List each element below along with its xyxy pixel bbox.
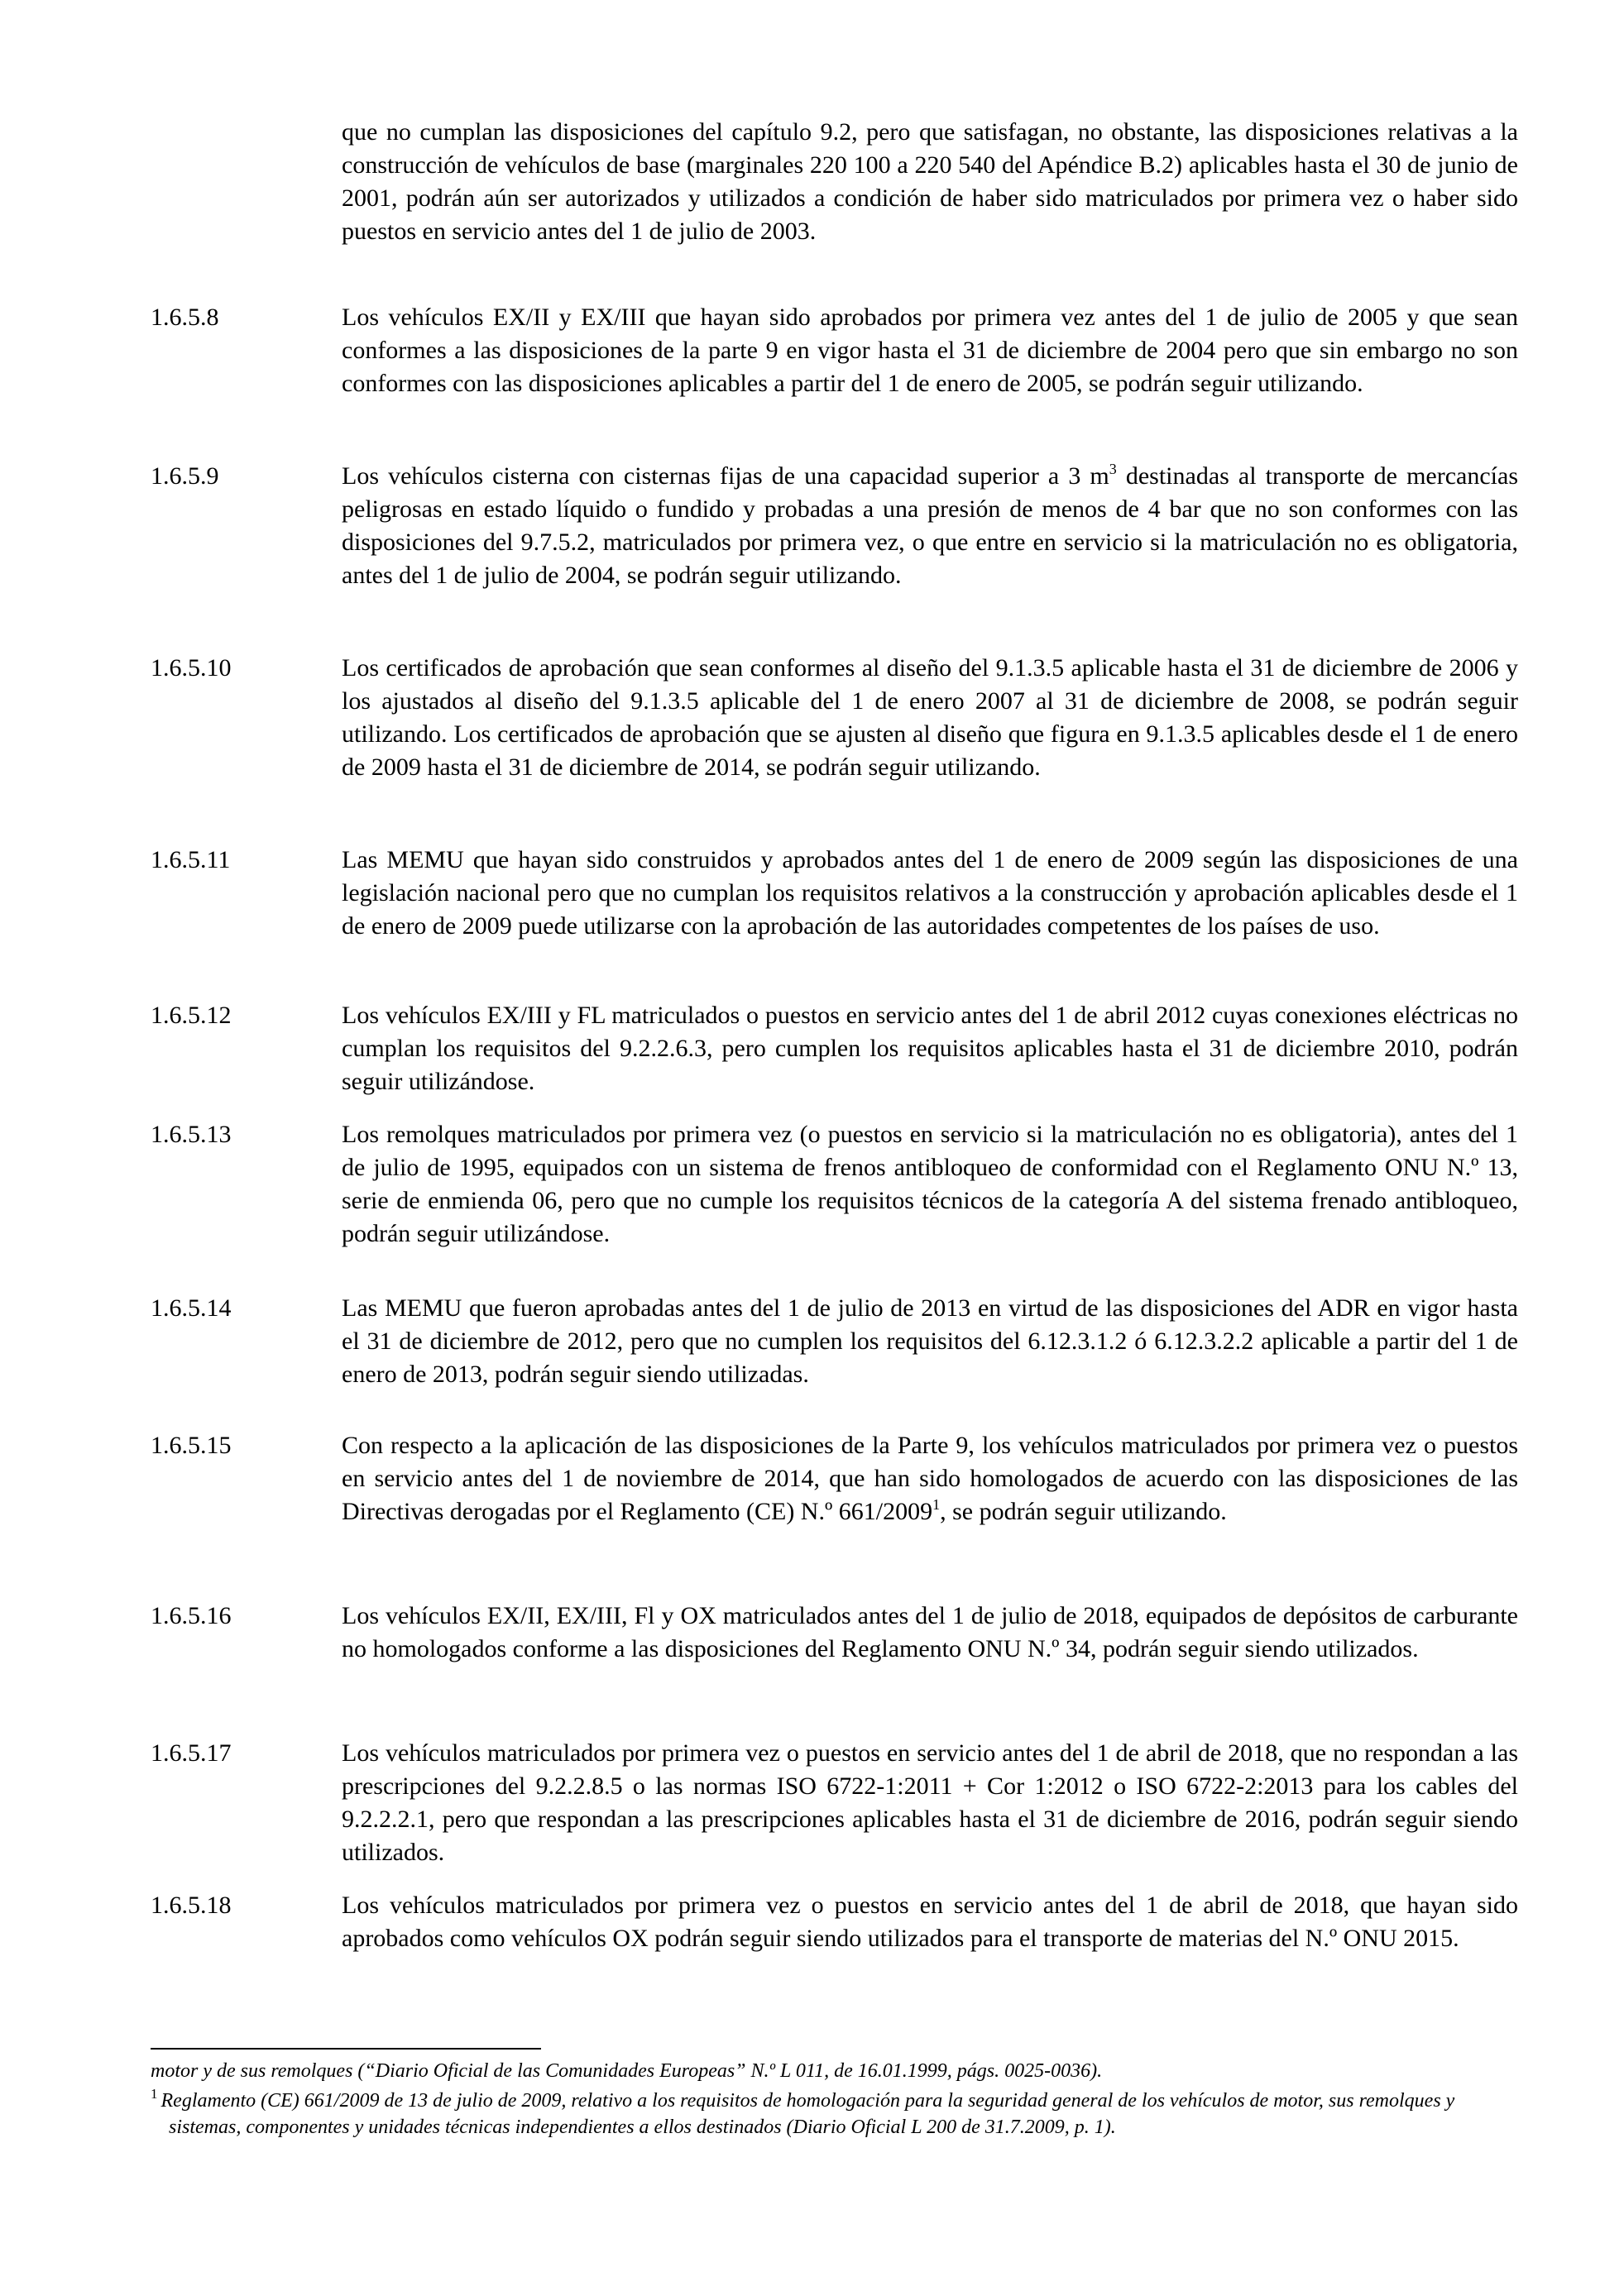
paragraph-number: 1.6.5.17 [151,1739,232,1767]
paragraph-text [342,460,1518,592]
footnote-separator [151,2048,541,2050]
continuation-paragraph: que no cumplan las disposiciones del capítulo 9.2, pero que satisfagan, no obstante, las disposiciones relativas a la construcción de vehículos de base (marginales 220 100 a 220 540 del Apéndice B.2) aplicables hasta el 30 de junio de 2001, podrán aún ser autorizados y utilizados a condición de haber sido matriculados por primera vez o haber sido puestos en servicio antes del 1 de julio de 2003. [342,118,1518,245]
paragraph-number: 1.6.5.12 [151,1002,232,1029]
paragraph-text-part: Los vehículos cisterna con cisternas fijas de una capacidad superior a 3 m [342,462,1109,490]
paragraph-number: 1.6.5.11 [151,846,231,873]
paragraph-number: 1.6.5.18 [151,1892,232,1919]
paragraph-number: 1.6.5.9 [151,462,219,490]
paragraph-text: Los vehículos EX/II y EX/III que hayan sido aprobados por primera vez antes del 1 de julio de 2005 y que sean conformes a las disposiciones de la parte 9 en vigor hasta el 31 de diciembre de 2004 pero que sin embargo no son conformes con las disposiciones aplicables a partir del 1 de enero de 2005, se podrán seguir utilizando. [342,304,1518,397]
paragraph-text: Los remolques matriculados por primera vez (o puestos en servicio si la matriculación no es obligatoria), antes del 1 de julio de 1995, equipados con un sistema de frenos antibloqueo de conformidad con el Reglamento ONU N.º 13, serie de enmienda 06, pero que no cumple los requisitos técnicos de la categoría A del sistema frenado antibloqueo, podrán seguir utilizándose. [342,1121,1518,1247]
paragraph-number: 1.6.5.14 [151,1294,232,1322]
paragraph-text: Las MEMU que fueron aprobadas antes del 1 de julio de 2013 en virtud de las disposiciones del ADR en vigor hasta el 31 de diciembre de 2012, pero que no cumplen los requisitos del 6.12.3.1.2 ó 6.12.3.2.2 aplicable a partir del 1 de enero de 2013, podrán seguir siendo utilizadas. [342,1294,1518,1388]
paragraph-number: 1.6.5.13 [151,1121,232,1148]
paragraph-number: 1.6.5.10 [151,654,232,682]
paragraph-text: Los vehículos EX/II, EX/III, Fl y OX matriculados antes del 1 de julio de 2018, equipados de depósitos de carburante no homologados conforme a las disposiciones del Reglamento ONU N.º 34, podrán seguir siendo utilizados. [342,1602,1518,1662]
paragraph-text: Las MEMU que hayan sido construidos y aprobados antes del 1 de enero de 2009 según las disposiciones de una legislación nacional pero que no cumplan los requisitos relativos a la construcción y aprobación aplicables desde el 1 de enero de 2009 puede utilizarse con la aprobación de las autoridades competentes de los países de uso. [342,846,1518,940]
paragraph-text [342,1429,1518,1528]
paragraph-text: Los vehículos matriculados por primera vez o puestos en servicio antes del 1 de abril de 2018, que no respondan a las prescripciones del 9.2.2.8.5 o las normas ISO 6722-1:2011 + Cor 1:2012 o ISO 6722-2:2013 para los cables del 9.2.2.2.1, pero que respondan a las prescripciones aplicables hasta el 31 de diciembre de 2016, podrán seguir siendo utilizados. [342,1739,1518,1866]
paragraph-number: 1.6.5.16 [151,1602,232,1629]
superscript: 3 [1109,461,1117,477]
paragraph-text-part: Con respecto a la aplicación de las disposiciones de la Parte 9, los vehículos matriculados por primera vez o puestos en servicio antes del 1 de noviembre de 2014, que han sido homologados de acuerdo con las disposiciones de las Directivas derogadas por el Reglamento (CE) N.º 661/2009 [342,1432,1518,1525]
paragraph-text-part: destinadas al transporte de mercancías peligrosas en estado líquido o fundido y probadas a una presión de menos de 4 bar que no son conformes con las disposiciones del 9.7.5.2, matriculados por primera vez, o que entre en servicio si la matriculación no es obligatoria, antes del 1 de julio de 2004, se podrán seguir utilizando. [342,462,1518,589]
paragraph-number: 1.6.5.8 [151,304,219,331]
paragraph-number: 1.6.5.15 [151,1432,232,1459]
paragraph-text: Los vehículos EX/III y FL matriculados o puestos en servicio antes del 1 de abril 2012 cuyas conexiones eléctricas no cumplan los requisitos del 9.2.2.6.3, pero cumplen los requisitos aplicables hasta el 31 de diciembre 2010, podrán seguir utilizándose. [342,1002,1518,1095]
paragraph-text: Los vehículos matriculados por primera vez o puestos en servicio antes del 1 de abril de 2018, que hayan sido aprobados como vehículos OX podrán seguir siendo utilizados para el transporte de materias del N.º ONU 2015. [342,1892,1518,1952]
footnote-marker: 1 [151,2086,158,2102]
paragraph-text: Los certificados de aprobación que sean conformes al diseño del 9.1.3.5 aplicable hasta el 31 de diciembre de 2006 y los ajustados al diseño del 9.1.3.5 aplicable del 1 de enero 2007 al 31 de diciembre de 2008, se podrán seguir utilizando. Los certificados de aprobación que se ajusten al diseño que figura en 9.1.3.5 aplicables desde el 1 de enero de 2009 hasta el 31 de diciembre de 2014, se podrán seguir utilizando. [342,654,1518,781]
paragraph-text-part: , se podrán seguir utilizando. [940,1498,1227,1525]
footnote-continuation: motor y de sus remolques (“Diario Oficial de las Comunidades Europeas” N.º L 011, de 16.01.1999, págs. 0025-0036). [151,2060,1103,2082]
footnote-reference: 1 [932,1496,941,1513]
footnote-1 [151,2088,1518,2141]
footnote-text: Reglamento (CE) 661/2009 de 13 de julio de 2009, relativo a los requisitos de homologación para la seguridad general de los vehículos de motor, sus remolques y sistemas, componentes y unidades técnicas independientes a ellos destinados (Diario Oficial L 200 de 31.7.2009, p. 1). [160,2090,1455,2138]
